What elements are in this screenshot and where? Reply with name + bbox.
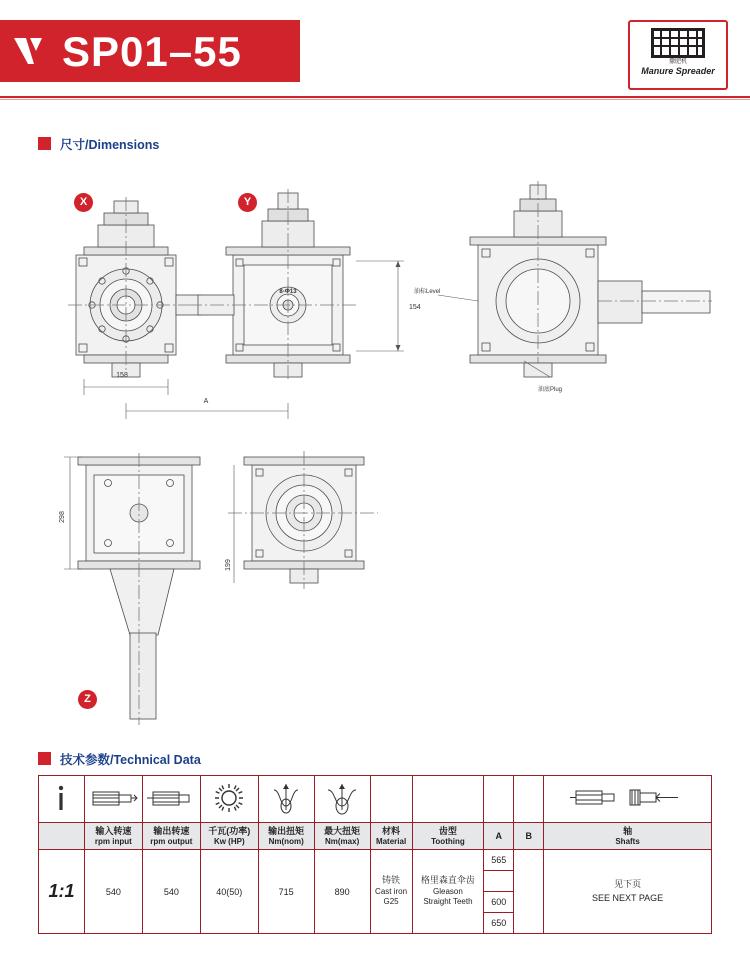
col-rpm-input-header xyxy=(84,823,142,850)
cell-a-values xyxy=(484,850,514,934)
spreader-icon xyxy=(651,28,705,58)
col-material-cn: 材料 xyxy=(382,826,401,837)
cell-b-values xyxy=(514,850,544,934)
col-b-header: B xyxy=(514,823,544,850)
col-shafts-en: Shafts xyxy=(615,836,640,846)
a-value-2 xyxy=(484,871,513,892)
table-row xyxy=(39,850,712,934)
brand-name-cn: 撒肥机 xyxy=(668,59,687,65)
page-title: SP01–55 xyxy=(62,28,242,75)
bolt-spec-label: 8-Ф13 xyxy=(279,289,297,295)
shafts-icon-cell xyxy=(544,776,712,823)
dimension-drawings xyxy=(38,165,712,735)
material-icon-cell xyxy=(370,776,412,823)
col-power-en: Kw (HP) xyxy=(213,836,245,846)
input-shaft-icon-cell xyxy=(84,776,142,823)
oil-level-label: 油标Level xyxy=(414,289,441,295)
torque-nom-icon-cell xyxy=(258,776,314,823)
cell-torque-max: 890 xyxy=(314,850,370,934)
ratio-icon-cell xyxy=(39,776,85,823)
col-torque-max-header xyxy=(314,823,370,850)
power-icon-cell xyxy=(200,776,258,823)
material-cn: 铸铁 xyxy=(382,875,401,886)
cell-rpm-input: 540 xyxy=(84,850,142,934)
view-badge-z: Z xyxy=(78,690,97,709)
a-icon-cell xyxy=(484,776,514,823)
b-icon-cell xyxy=(514,776,544,823)
cell-power: 40(50) xyxy=(200,850,258,934)
toothing-cn: 格里森直伞齿 xyxy=(420,875,475,886)
output-shaft-icon-cell xyxy=(142,776,200,823)
toothing-icon-cell xyxy=(412,776,484,823)
col-shafts-header xyxy=(544,823,712,850)
a-value-4: 650 xyxy=(491,918,507,928)
page-header xyxy=(0,0,750,100)
brand-logo xyxy=(628,20,728,90)
model-title-bar xyxy=(0,20,300,82)
col-rpm-output-header xyxy=(142,823,200,850)
col-material-en: Material xyxy=(375,836,407,846)
red-arrow-logo xyxy=(12,34,46,68)
a-value-3: 600 xyxy=(484,892,513,913)
cell-rpm-output: 540 xyxy=(142,850,200,934)
power-sun-icon xyxy=(210,781,248,815)
header-divider xyxy=(0,96,750,98)
section-dimensions-label: 尺寸/Dimensions xyxy=(60,138,160,152)
material-grade: G25 xyxy=(383,897,399,907)
torque-nom-icon xyxy=(264,780,308,816)
view-badge-x: X xyxy=(74,193,93,212)
dim-A-label: A xyxy=(203,398,209,405)
material-en: Cast iron xyxy=(375,886,408,896)
section-marker xyxy=(38,137,51,150)
shafts-note-cn: 见下页 xyxy=(614,879,642,889)
technical-data-table xyxy=(38,775,712,934)
dim-158-label: 158 xyxy=(116,372,128,379)
oil-plug-label: 油底Plug xyxy=(538,387,563,393)
toothing-en1: Gleason xyxy=(433,886,463,896)
output-shaft-icon xyxy=(145,783,197,813)
col-material-header xyxy=(370,823,412,850)
cell-ratio: 1:1 xyxy=(39,850,85,934)
cell-toothing xyxy=(412,850,484,934)
col-torque-nom-cn: 输出扭矩 xyxy=(268,826,305,837)
col-rpm-input-en: rpm input xyxy=(94,836,132,846)
col-shafts-cn: 轴 xyxy=(623,826,633,837)
col-torque-nom-header xyxy=(258,823,314,850)
brand-name-en: Manure Spreader xyxy=(641,66,715,76)
section-technical-label: 技术参数/Technical Data xyxy=(60,753,201,767)
col-toothing-en: Toothing xyxy=(431,836,465,846)
b-value-1 xyxy=(514,861,543,923)
technical-drawing-svg xyxy=(38,165,712,735)
cell-shafts xyxy=(544,850,712,934)
col-torque-max-en: Nm(max) xyxy=(325,836,360,846)
col-ratio-header xyxy=(39,823,85,850)
view-badge-y: Y xyxy=(238,193,257,212)
shaft-pair-icon xyxy=(568,782,688,814)
section-marker xyxy=(38,752,51,765)
toothing-en2: Straight Teeth xyxy=(423,897,473,907)
col-toothing-cn: 齿型 xyxy=(438,826,457,837)
a-value-1: 565 xyxy=(484,850,513,871)
col-rpm-output-en: rpm output xyxy=(150,836,193,846)
col-torque-nom-en: Nm(nom) xyxy=(268,836,304,846)
col-torque-max-cn: 最大扭矩 xyxy=(324,826,361,837)
dim-154-label: 154 xyxy=(409,304,421,311)
col-rpm-output-cn: 输出转速 xyxy=(153,826,190,837)
dim-298-label: 298 xyxy=(59,511,66,523)
table-header-row xyxy=(39,823,712,850)
col-toothing-header xyxy=(412,823,484,850)
ratio-icon xyxy=(53,783,69,813)
col-a-header: A xyxy=(484,823,514,850)
dim-199-label: 199 xyxy=(225,559,232,571)
cell-material xyxy=(370,850,412,934)
col-rpm-input-cn: 输入转速 xyxy=(95,826,132,837)
technical-data-table-wrap xyxy=(38,775,712,934)
col-power-header xyxy=(200,823,258,850)
header-divider-light xyxy=(0,99,750,100)
cell-torque-nom: 715 xyxy=(258,850,314,934)
table-icon-row xyxy=(39,776,712,823)
torque-max-icon xyxy=(320,780,364,816)
input-shaft-icon xyxy=(87,783,139,813)
col-power-cn: 千瓦(功率) xyxy=(208,826,251,837)
shafts-note-en: SEE NEXT PAGE xyxy=(591,892,664,903)
torque-max-icon-cell xyxy=(314,776,370,823)
